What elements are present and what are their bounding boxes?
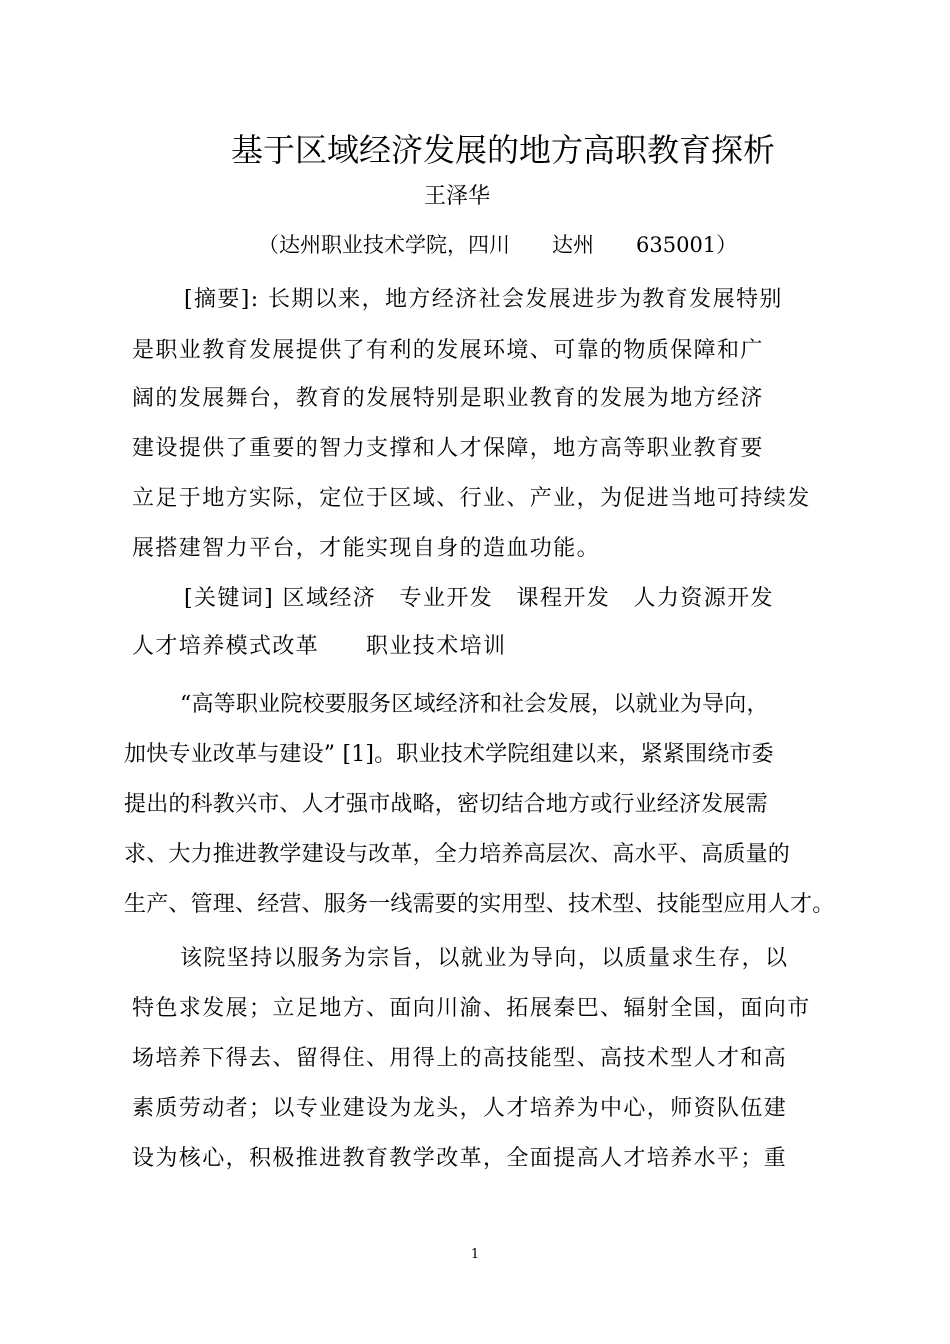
author-affiliation: （达州职业技术学院，四川 达州 635001） [258,233,738,257]
body-line: 求、大力推进教学建设与改革，全力培养高层次、高水平、高质量的 [124,842,791,867]
body-line: 加快专业改革与建设” [1]。职业技术学院组建以来，紧紧围绕市委 [124,742,774,767]
keywords-line: 人才培养模式改革 职业技术培训 [132,634,507,659]
abstract-line: 建设提供了重要的智力支撑和人才保障，地方高等职业教育要 [132,436,764,461]
body-line: 该院坚持以服务为宗旨，以就业为导向，以质量求生存，以 [180,946,789,971]
abstract-line: 阔的发展舞台，教育的发展特别是职业教育的发展为地方经济 [132,386,764,411]
abstract-line: 立足于地方实际，定位于区域、行业、产业，为促进当地可持续发 [132,486,811,511]
body-line: 设为核心，积极推进教育教学改革，全面提高人才培养水平；重 [132,1146,788,1171]
body-line: 提出的科教兴市、人才强市战略，密切结合地方或行业经济发展需 [124,792,768,817]
body-line: “高等职业院校要服务区域经济和社会发展，以就业为导向， [180,692,769,717]
abstract-line: [摘要]: 长期以来，地方经济社会发展进步为教育发展特别 [184,287,783,312]
body-line: 场培养下得去、留得住、用得上的高技能型、高技术型人才和高 [132,1046,788,1071]
document-title: 基于区域经济发展的地方高职教育探析 [230,131,775,169]
body-line: 素质劳动者；以专业建设为龙头，人才培养为中心，师资队伍建 [132,1096,788,1121]
body-line: 生产、管理、经营、服务一线需要的实用型、技术型、技能型应用人才。 [124,892,835,917]
keywords-line: [关键词] 区域经济 专业开发 课程开发 人力资源开发 [184,586,774,611]
abstract-line: 是职业教育发展提供了有利的发展环境、可靠的物质保障和广 [132,338,764,363]
body-line: 特色求发展；立足地方、面向川渝、拓展秦巴、辐射全国，面向市 [132,996,811,1021]
author-name: 王泽华 [424,184,491,209]
page-number: 1 [470,1247,480,1262]
abstract-line: 展搭建智力平台，才能实现自身的造血功能。 [132,536,601,561]
